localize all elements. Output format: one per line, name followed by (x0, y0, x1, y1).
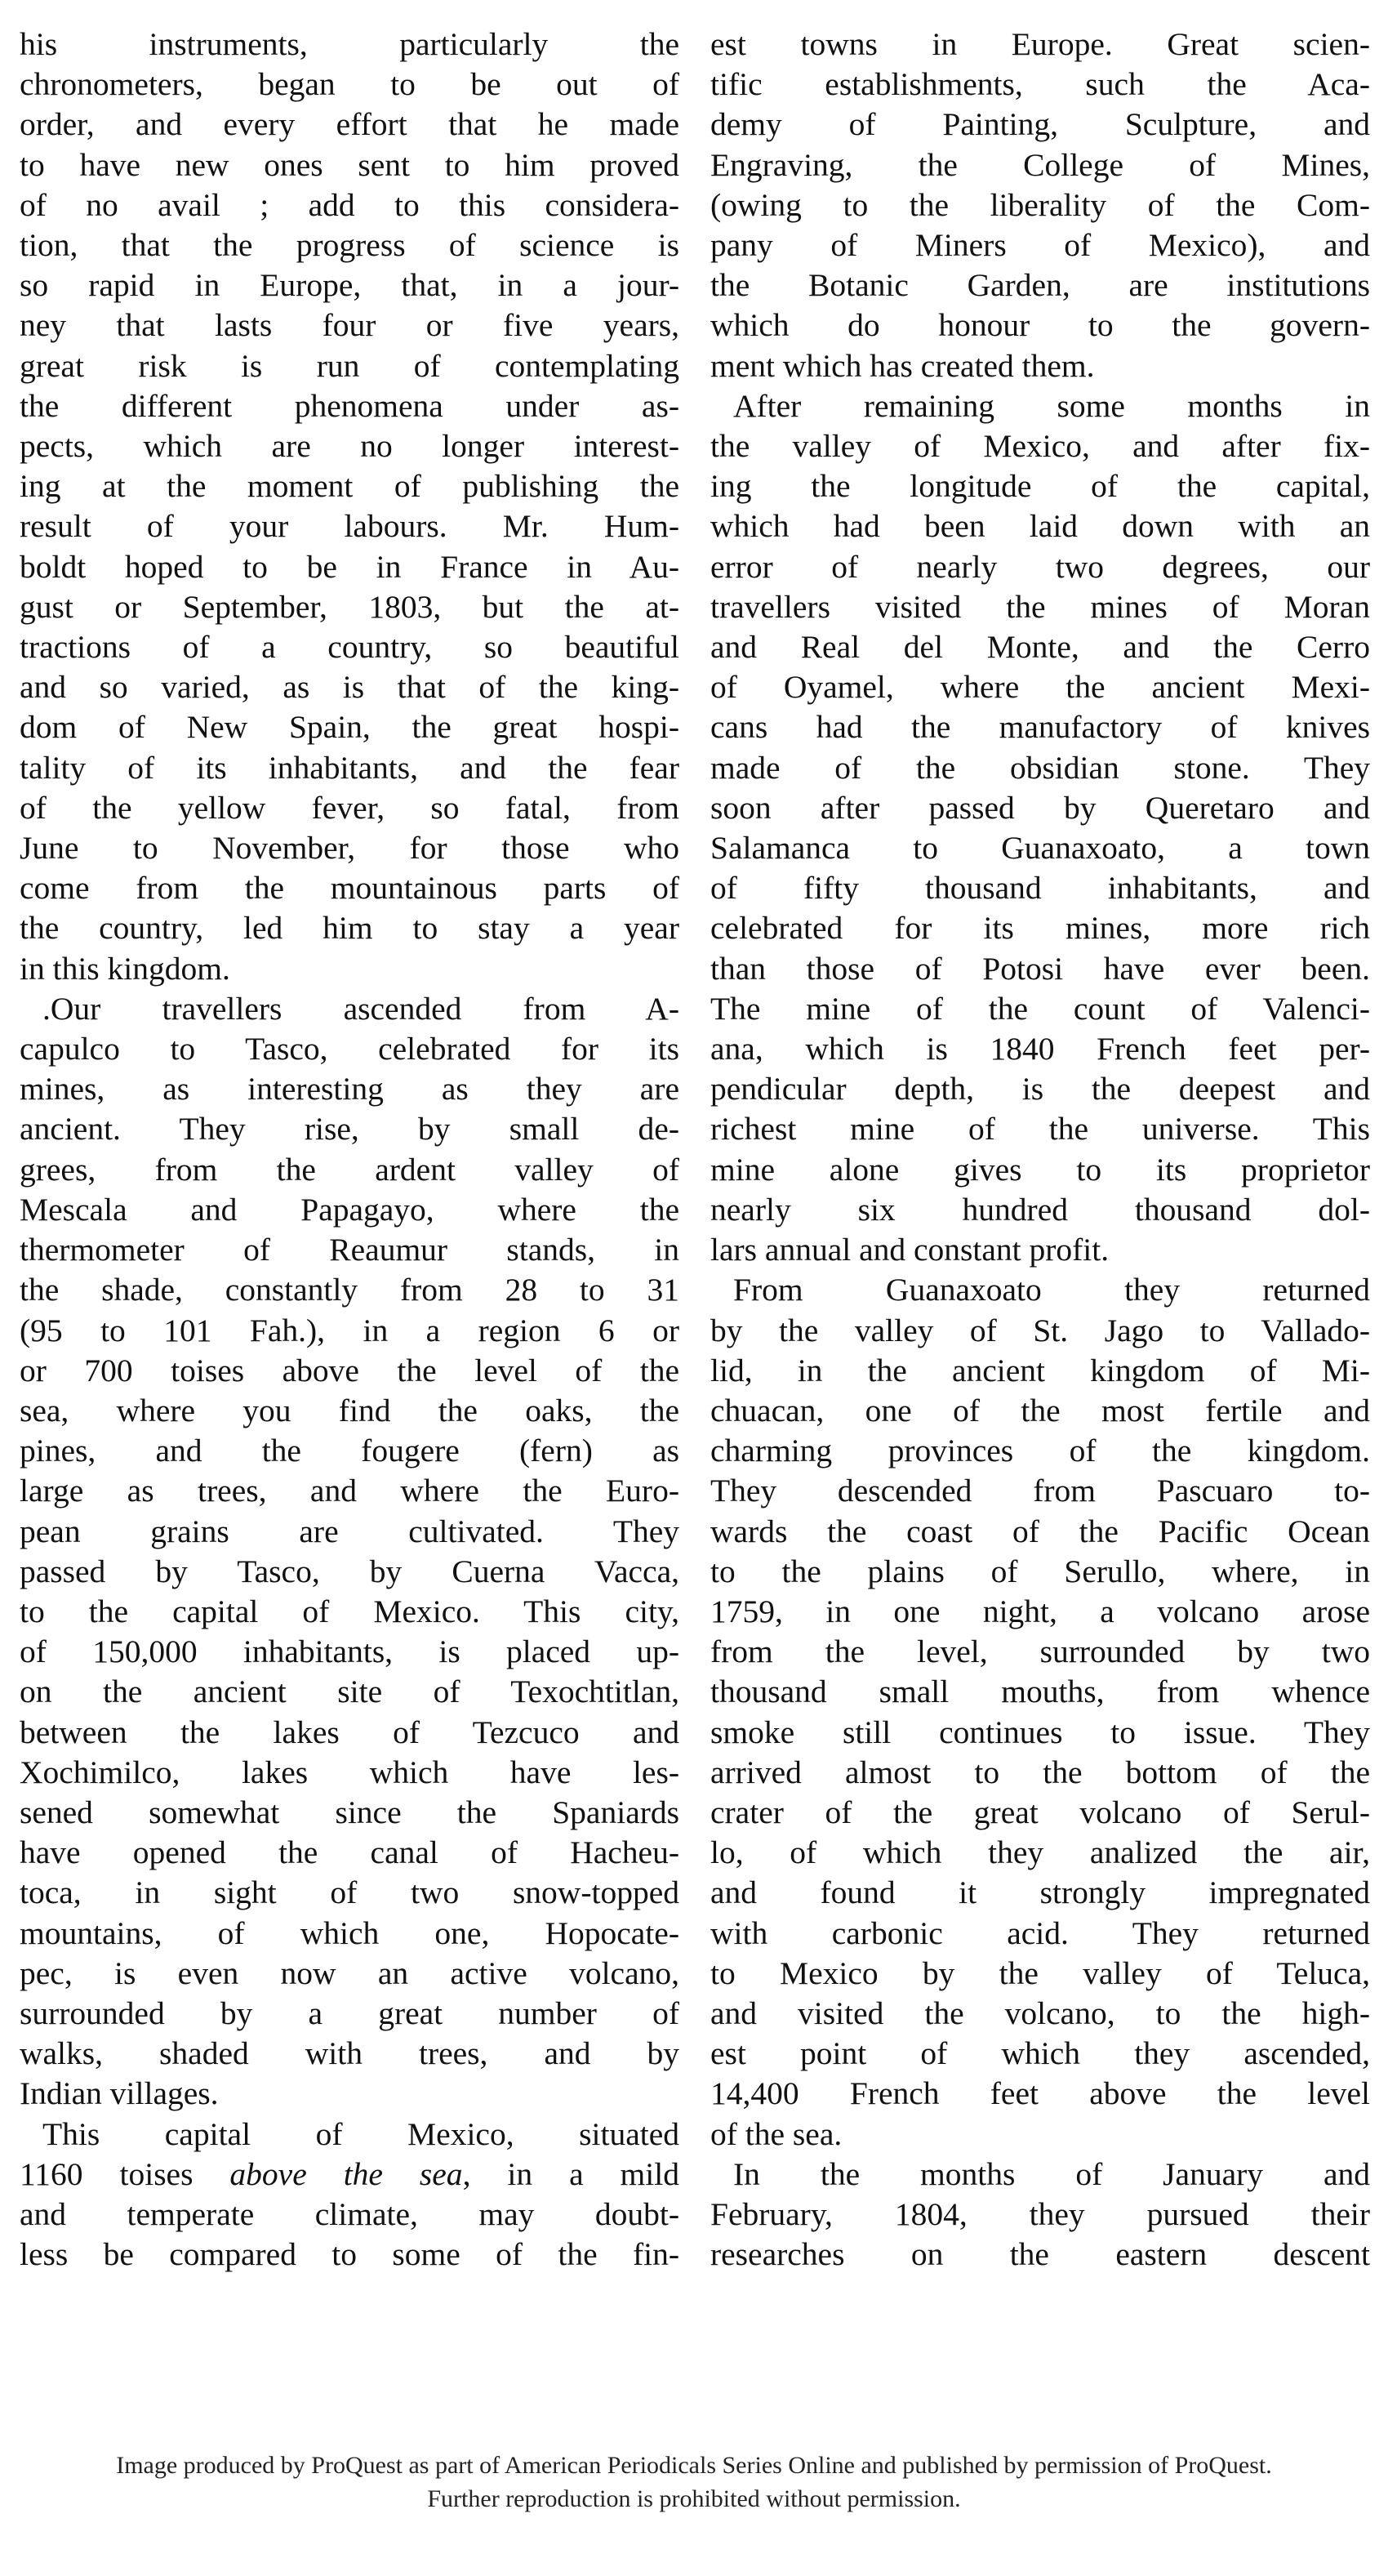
copyright-footer (0, 2449, 1388, 2516)
text-line: his instruments, particularly the (20, 26, 679, 62)
text-line: lars annual and constant profit. (710, 1232, 1110, 1268)
paragraph (710, 25, 1370, 386)
text-line: on the ancient site of Texochtitlan, (20, 1674, 679, 1710)
text-line: and visited the volcano, to the high- (710, 1994, 1370, 2031)
text-line: 1759, in one night, a volcano arose (710, 1593, 1370, 1629)
text-line: tific establishments, such the Aca- (710, 66, 1370, 103)
text-line: which do honour to the govern- (710, 307, 1370, 344)
text-line: pec, is even now an active volcano, (20, 1954, 679, 1991)
text-line: of no avail ; add to this considera- (20, 186, 679, 223)
text-line: arrived almost to the bottom of the (710, 1754, 1370, 1790)
text-line: celebrated for its mines, more rich (710, 910, 1370, 947)
text-line: and so varied, as is that of the king- (20, 669, 679, 706)
text-line: This capital of Mexico, situated (42, 2115, 679, 2152)
text-line: researches on the eastern descent (710, 2236, 1370, 2273)
text-column-right (710, 25, 1370, 2418)
text-line: tion, that the progress of science is (20, 227, 679, 264)
text-line: wards the coast of the Pacific Ocean (710, 1513, 1370, 1549)
text-line: .Our travellers ascended from A- (42, 990, 679, 1027)
text-line: demy of Painting, Sculpture, and (710, 106, 1370, 143)
text-line: thermometer of Reaumur stands, in (20, 1232, 679, 1268)
text-line: chronometers, began to be out of (20, 66, 679, 103)
text-line: crater of the great volcano of Serul- (710, 1794, 1370, 1830)
text-line: of the yellow fever, so fatal, from (20, 789, 679, 826)
text-line: pean grains are cultivated. They (20, 1513, 679, 1549)
text-line: of 150,000 inhabitants, is placed up- (20, 1633, 679, 1670)
paragraph (710, 1270, 1370, 2154)
text-line: by the valley of St. Jago to Vallado- (710, 1312, 1370, 1348)
text-line: mountains, of which one, Hopocate- (20, 1914, 679, 1951)
text-line: large as trees, and where the Euro- (20, 1473, 679, 1509)
text-line: pendicular depth, is the deepest and (710, 1071, 1370, 1108)
text-line: in this kingdom. (20, 950, 230, 987)
text-line: lo, of which they analized the air, (710, 1834, 1370, 1871)
text-line: soon after passed by Queretaro and (710, 789, 1370, 826)
text-line: of the sea. (710, 2115, 843, 2152)
text-line: lid, in the ancient kingdom of Mi- (710, 1352, 1370, 1388)
text-line: toca, in sight of two snow-topped (20, 1874, 679, 1911)
text-line: than those of Potosi have ever been. (710, 950, 1370, 987)
paragraph (710, 2155, 1370, 2275)
text-line: In the months of January and (733, 2155, 1370, 2192)
text-line: Indian villages. (20, 2075, 219, 2112)
text-line: or 700 toises above the level of the (20, 1352, 679, 1388)
text-line: to the plains of Serullo, where, in (710, 1553, 1370, 1589)
text-line: They descended from Pascuaro to- (710, 1473, 1370, 1509)
text-line: the valley of Mexico, and after fix- (710, 428, 1370, 465)
text-line (20, 2155, 679, 2195)
text-line: the different phenomena under as- (20, 387, 679, 424)
text-segment: , in a mild (462, 2155, 679, 2192)
text-line: made of the obsidian stone. They (710, 749, 1370, 786)
text-line: est towns in Europe. Great scien- (710, 26, 1370, 62)
text-line: surrounded by a great number of (20, 1994, 679, 2031)
text-line: error of nearly two degrees, our (710, 548, 1370, 585)
paragraph (20, 25, 679, 989)
text-line: with carbonic acid. They returned (710, 1914, 1370, 1951)
text-line: Mescala and Papagayo, where the (20, 1191, 679, 1228)
text-line: pines, and the fougere (fern) as (20, 1433, 679, 1469)
text-line: February, 1804, they pursued their (710, 2195, 1370, 2232)
italic-text: above the sea (229, 2155, 463, 2192)
text-line: and found it strongly impregnated (710, 1874, 1370, 1911)
text-line: ing the longitude of the capital, (710, 468, 1370, 505)
text-line: sea, where you find the oaks, the (20, 1392, 679, 1428)
text-line: dom of New Spain, the great hospi- (20, 709, 679, 746)
text-line: from the level, surrounded by two (710, 1633, 1370, 1670)
text-line: The mine of the count of Valenci- (710, 990, 1370, 1027)
text-line: ney that lasts four or five years, (20, 307, 679, 344)
text-line: pects, which are no longer interest- (20, 428, 679, 465)
text-line: gust or September, 1803, but the at- (20, 588, 679, 625)
text-line: thousand small mouths, from whence (710, 1674, 1370, 1710)
text-line: ancient. They rise, by small de- (20, 1111, 679, 1148)
text-line: less be compared to some of the fin- (20, 2236, 679, 2273)
footer-line-2: Further reproduction is prohibited without permission. (427, 2485, 961, 2512)
text-line: boldt hoped to be in France in Au- (20, 548, 679, 585)
text-line: smoke still continues to issue. They (710, 1714, 1370, 1750)
text-line: Salamanca to Guanaxoato, a town (710, 830, 1370, 867)
text-line: (owing to the liberality of the Com- (710, 186, 1370, 223)
text-line: between the lakes of Tezcuco and (20, 1714, 679, 1750)
paragraph (710, 386, 1370, 1270)
text-line: Engraving, the College of Mines, (710, 146, 1370, 183)
text-line: to Mexico by the valley of Teluca, (710, 1954, 1370, 1991)
text-line: the shade, constantly from 28 to 31 (20, 1272, 679, 1308)
text-line: order, and every effort that he made (20, 106, 679, 143)
text-line: come from the mountainous parts of (20, 870, 679, 907)
paragraph (20, 989, 679, 2115)
text-line: the Botanic Garden, are institutions (710, 267, 1370, 304)
paragraph (20, 2115, 679, 2275)
text-line: ment which has created them. (710, 347, 1095, 384)
text-column-left (20, 25, 679, 2418)
text-line: of Oyamel, where the ancient Mexi- (710, 669, 1370, 706)
text-line: (95 to 101 Fah.), in a region 6 or (20, 1312, 679, 1348)
text-line: 14,400 French feet above the level (710, 2075, 1370, 2112)
text-line: so rapid in Europe, that, in a jour- (20, 267, 679, 304)
text-segment: 1160 toises (20, 2155, 230, 2192)
text-line: passed by Tasco, by Cuerna Vacca, (20, 1553, 679, 1589)
text-line: travellers visited the mines of Moran (710, 588, 1370, 625)
text-line: June to November, for those who (20, 830, 679, 867)
text-line: result of your labours. Mr. Hum- (20, 508, 679, 545)
text-line: pany of Miners of Mexico), and (710, 227, 1370, 264)
text-line: have opened the canal of Hacheu- (20, 1834, 679, 1871)
text-line: charming provinces of the kingdom. (710, 1433, 1370, 1469)
text-line: est point of which they ascended, (710, 2035, 1370, 2072)
text-line: and Real del Monte, and the Cerro (710, 629, 1370, 666)
text-line: great risk is run of contemplating (20, 347, 679, 384)
text-line: tractions of a country, so beautiful (20, 629, 679, 666)
text-line: From Guanaxoato they returned (733, 1272, 1370, 1308)
text-line: grees, from the ardent valley of (20, 1151, 679, 1188)
text-line: to have new ones sent to him proved (20, 146, 679, 183)
text-line: capulco to Tasco, celebrated for its (20, 1031, 679, 1067)
text-line: richest mine of the universe. This (710, 1111, 1370, 1148)
text-line: ana, which is 1840 French feet per- (710, 1031, 1370, 1067)
text-line: mines, as interesting as they are (20, 1071, 679, 1108)
text-line: cans had the manufactory of knives (710, 709, 1370, 746)
text-line: of fifty thousand inhabitants, and (710, 870, 1370, 907)
text-line: nearly six hundred thousand dol- (710, 1191, 1370, 1228)
text-line: which had been laid down with an (710, 508, 1370, 545)
text-line: ing at the moment of publishing the (20, 468, 679, 505)
text-line: walks, shaded with trees, and by (20, 2035, 679, 2072)
text-line: Xochimilco, lakes which have les- (20, 1754, 679, 1790)
footer-line-1: Image produced by ProQuest as part of American Periodicals Series Online and published by permission of ProQuest. (116, 2452, 1272, 2479)
text-line: and temperate climate, may doubt- (20, 2195, 679, 2232)
text-line: mine alone gives to its proprietor (710, 1151, 1370, 1188)
text-line: sened somewhat since the Spaniards (20, 1794, 679, 1830)
text-line: to the capital of Mexico. This city, (20, 1593, 679, 1629)
text-line: chuacan, one of the most fertile and (710, 1392, 1370, 1428)
text-line: After remaining some months in (733, 387, 1370, 424)
text-line: tality of its inhabitants, and the fear (20, 749, 679, 786)
text-line: the country, led him to stay a year (20, 910, 679, 947)
